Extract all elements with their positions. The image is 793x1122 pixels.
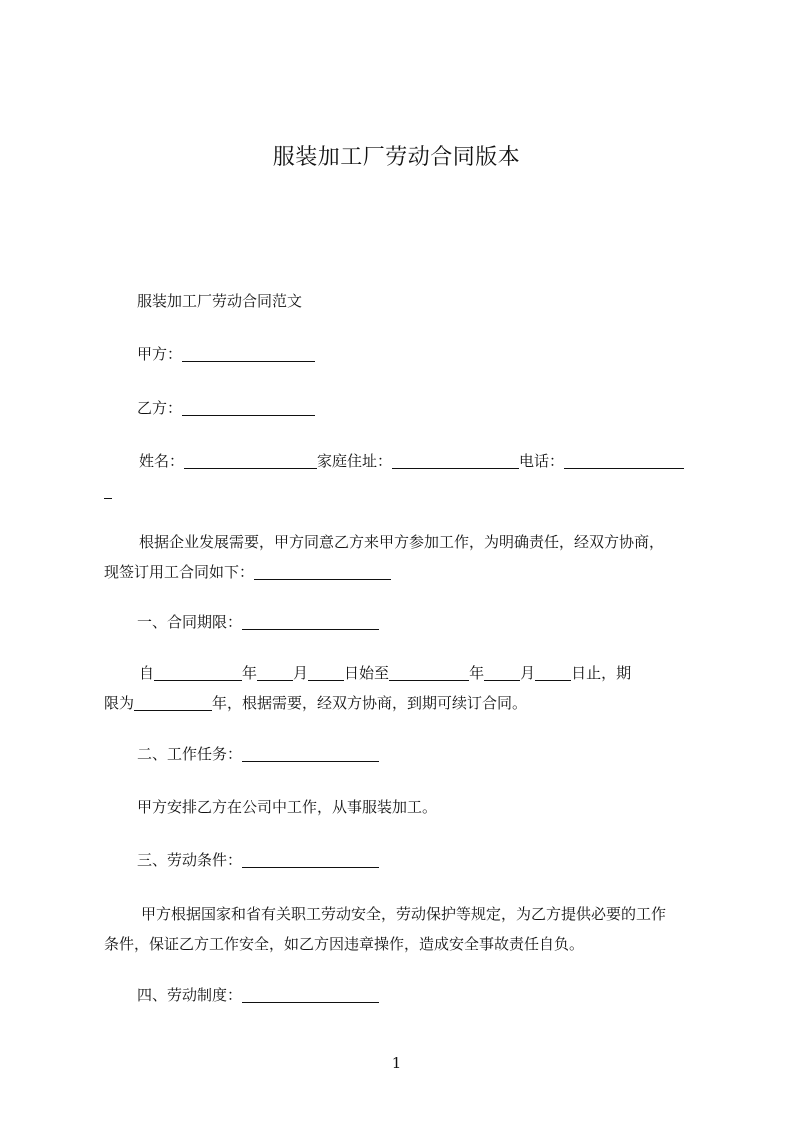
- section-1-heading: [137, 607, 737, 637]
- term-month-2: 月: [520, 664, 536, 682]
- section-3-body-line-2: 条件，保证乙方工作安全，如乙方因违章操作，造成安全事故责任自负。: [104, 935, 585, 953]
- document-title: 服装加工厂劳动合同版本: [272, 145, 521, 170]
- term-from: 自: [139, 664, 155, 682]
- term-start-year-blank: [154, 664, 242, 681]
- term-end-month-blank: [484, 664, 520, 681]
- section-3-heading: [137, 845, 737, 875]
- phone-blank-continued: [104, 482, 112, 499]
- term-duration-blank: [134, 694, 212, 711]
- phone-label: 电话：: [519, 452, 565, 470]
- term-start-month-blank: [257, 664, 293, 681]
- section-1-heading-text: 一、合同期限：: [137, 613, 243, 631]
- section-3-heading-text: 三、劳动条件：: [137, 851, 243, 869]
- party-b-label: 乙方：: [137, 399, 183, 417]
- section-3-body-line-1: 甲方根据国家和省有关职工劳动安全，劳动保护等规定，为乙方提供必要的工作: [141, 905, 667, 923]
- document-subtitle: 服装加工厂劳动合同范文: [137, 292, 303, 310]
- section-3-blank: [242, 851, 379, 868]
- party-a-blank: [182, 345, 315, 362]
- term-line-2: [104, 688, 704, 718]
- intro-line-2-text: 现签订用工合同如下：: [104, 563, 255, 581]
- name-label: 姓名：: [139, 452, 185, 470]
- intro-line-2: [104, 557, 704, 587]
- address-label: 家庭住址：: [317, 452, 393, 470]
- term-year-2: 年: [469, 664, 485, 682]
- page-number: 1: [391, 1054, 402, 1072]
- party-a-line: [137, 339, 737, 369]
- term-year: 年: [242, 664, 258, 682]
- term-end-year-blank: [389, 664, 469, 681]
- party-b-blank: [182, 399, 315, 416]
- intro-blank: [254, 563, 391, 580]
- section-4-heading-text: 四、劳动制度：: [137, 986, 243, 1004]
- name-blank: [184, 452, 317, 469]
- term-end-day-blank: [535, 664, 571, 681]
- section-2-heading: [137, 739, 737, 769]
- phone-blank: [564, 452, 684, 469]
- section-2-heading-text: 二、工作任务：: [137, 745, 243, 763]
- term-line-1: [139, 658, 739, 688]
- section-4-blank: [242, 986, 379, 1003]
- section-4-heading: [137, 980, 737, 1010]
- party-a-label: 甲方：: [137, 345, 183, 363]
- contact-line: [139, 446, 739, 476]
- section-2-blank: [242, 745, 379, 762]
- term-start-day-blank: [308, 664, 344, 681]
- party-b-line: [137, 393, 737, 423]
- term-month: 月: [293, 664, 309, 682]
- term-line-2-start: 限为: [104, 694, 135, 712]
- intro-line-1: 根据企业发展需要，甲方同意乙方来甲方参加工作，为明确责任，经双方协商，: [139, 533, 665, 551]
- section-1-blank: [242, 613, 379, 630]
- address-blank: [392, 452, 519, 469]
- term-day-start: 日始至: [344, 664, 390, 682]
- term-day-end: 日止，期: [571, 664, 632, 682]
- section-2-body: 甲方安排乙方在公司中工作，从事服装加工。: [137, 798, 438, 816]
- term-line-2-end: 年，根据需要，经双方协商，到期可续订合同。: [212, 694, 528, 712]
- phone-blank-wrap: [104, 476, 704, 506]
